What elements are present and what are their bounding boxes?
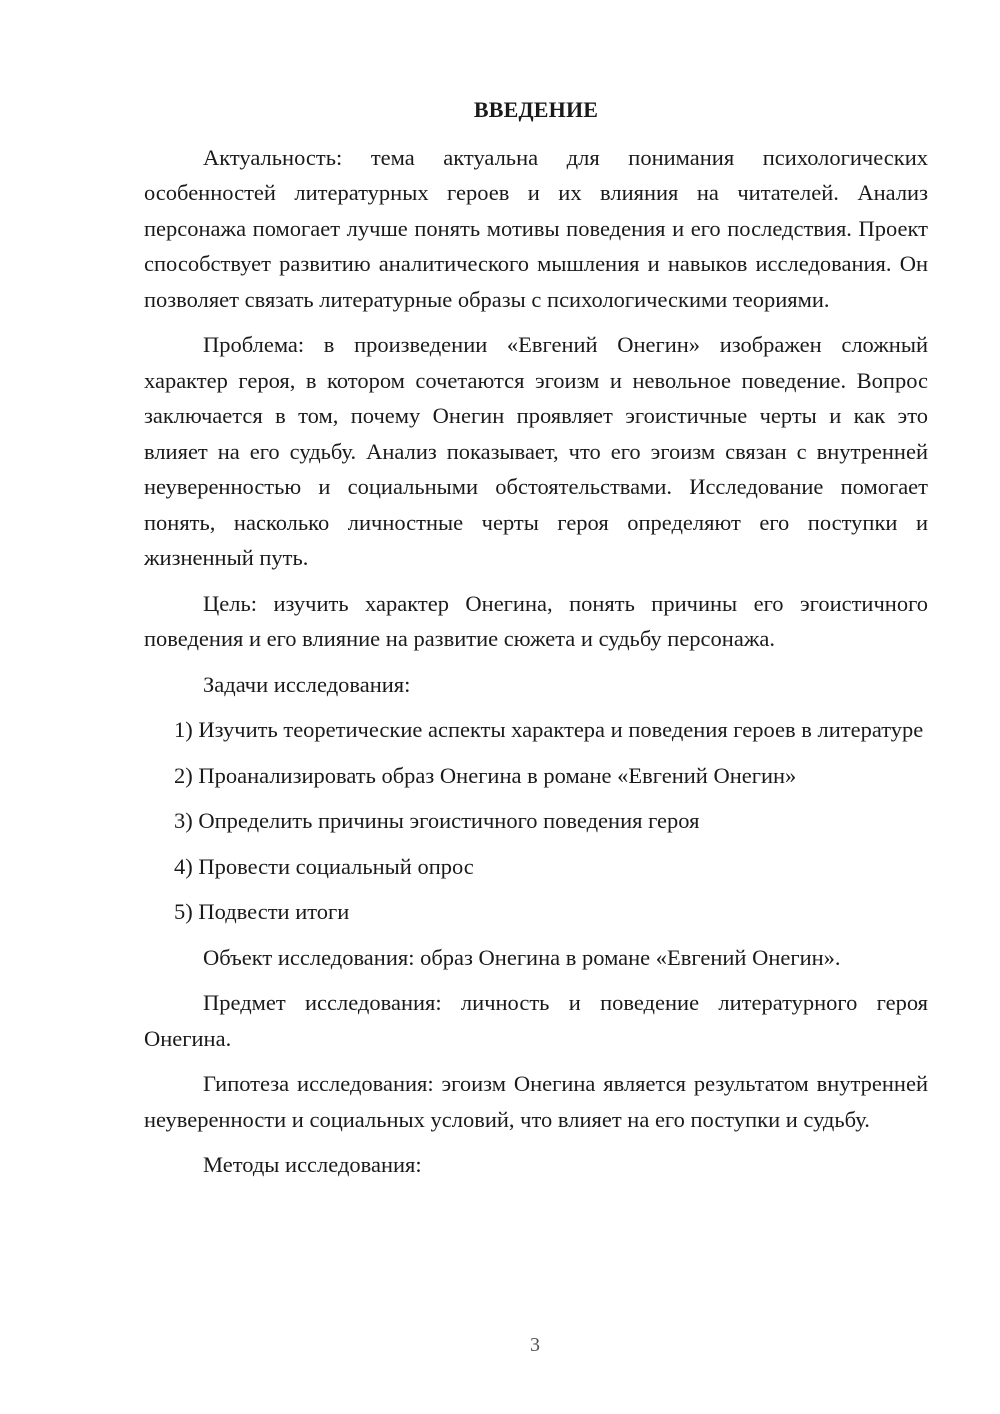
list-item: 3) Определить причины эгоистичного поведения героя (174, 808, 700, 833)
paragraph-hypothesis: Гипотеза исследования: эгоизм Онегина является результатом внутренней неуверенности и социальных условий, что влияет на его поступки и судьбу. (144, 1071, 928, 1132)
paragraph-problem: Проблема: в произведении «Евгений Онегин» изображен сложный характер героя, в котором сочетаются эгоизм и невольное поведение. Вопрос заключается в том, почему Онегин проявляет эгоистичные черты и как это влияет на его судьбу. Анализ показывает, что его эгоизм связан с внутренней неуверенностью и социальными обстоятельствами. Исследование помогает понять, насколько личностные черты героя определяют его поступки и жизненный путь. (144, 332, 928, 570)
list-item: 5) Подвести итоги (174, 899, 350, 924)
paragraph-relevance: Актуальность: тема актуальна для понимания психологических особенностей литературных героев и их влияния на читателей. Анализ персонажа помогает лучше понять мотивы поведения и его последствия. Проект способствует развитию аналитического мышления и навыков исследования. Он позволяет связать литературные образы с психологическими теориями. (144, 144, 928, 312)
paragraph-tasks-heading: Задачи исследования: (203, 671, 411, 697)
page-number: 3 (530, 1334, 540, 1356)
section-heading: ВВЕДЕНИЕ (473, 97, 599, 122)
document-page (144, 92, 928, 1193)
paragraph-goal: Цель: изучить характер Онегина, понять причины его эгоистичного поведения и его влияние на развитие сюжета и судьбу персонажа. (144, 590, 928, 651)
list-item: 4) Провести социальный опрос (174, 853, 474, 879)
list-item: 1) Изучить теоретические аспекты характера и поведения героев в литературе (174, 717, 924, 742)
paragraph-object: Объект исследования: образ Онегина в романе «Евгений Онегин». (203, 944, 841, 970)
paragraph-methods-heading: Методы исследования: (203, 1152, 422, 1177)
list-item: 2) Проанализировать образ Онегина в романе «Евгений Онегин» (174, 762, 797, 788)
tasks-list (144, 712, 928, 930)
paragraph-subject: Предмет исследования: личность и поведение литературного героя Онегина. (144, 990, 928, 1051)
